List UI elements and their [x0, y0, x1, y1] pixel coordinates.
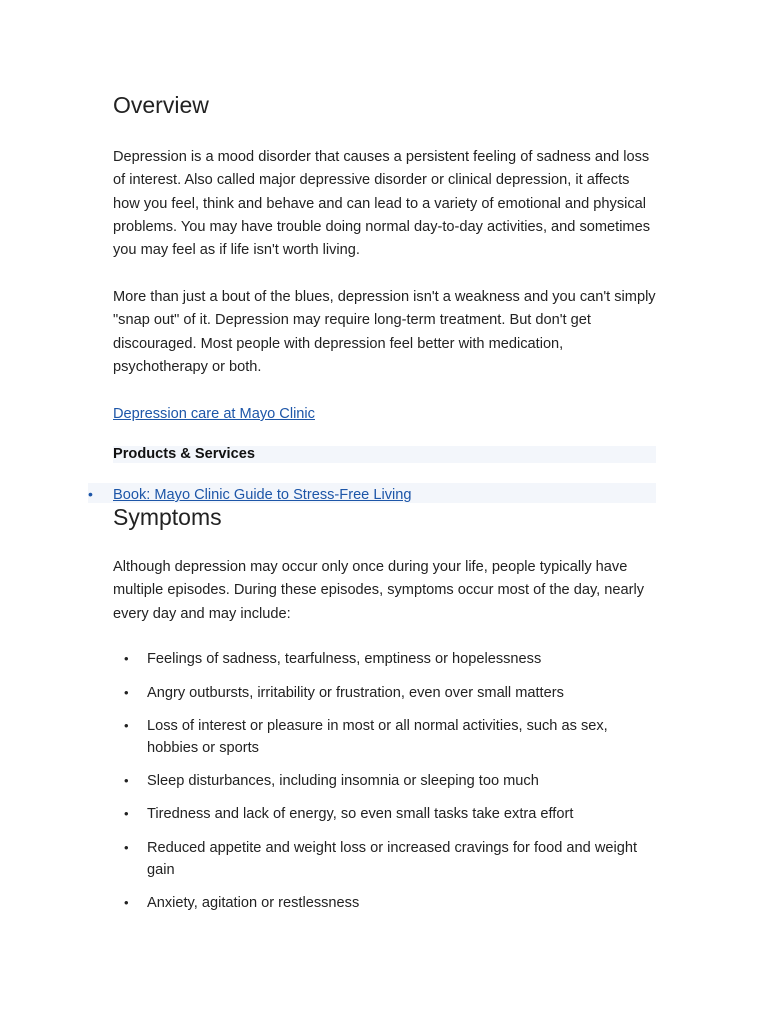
- overview-paragraph-2: More than just a bout of the blues, depression isn't a weakness and you can't simply "snap out" of it. Depression may require long-term treatment. But don't get discouraged. Most people with depression feel better with medication, psychotherapy or both.: [113, 289, 656, 375]
- list-item-text: Reduced appetite and weight loss or increased cravings for food and weight gain: [147, 840, 638, 878]
- bullet-icon: •: [124, 840, 129, 855]
- bullet-icon: •: [124, 895, 129, 910]
- bullet-icon: •: [124, 806, 129, 821]
- list-item-text: Feelings of sadness, tearfulness, emptiness or hopelessness: [147, 651, 542, 667]
- list-item-text: Anxiety, agitation or restlessness: [147, 895, 360, 911]
- overview-paragraph-1: Depression is a mood disorder that causes a persistent feeling of sadness and loss of interest. Also called major depressive disorder or clinical depression, it affects how you feel, think and behave and can lead to a variety of emotional and physical problems. You may have trouble doing normal day-to-day activities, and sometimes you may feel as if life isn't worth living.: [113, 149, 651, 259]
- list-item-text: Loss of interest or pleasure in most or all normal activities, such as sex, hobbies or sports: [147, 718, 608, 756]
- book-link[interactable]: Book: Mayo Clinic Guide to Stress-Free Living: [113, 487, 412, 503]
- list-item-text: Angry outbursts, irritability or frustration, even over small matters: [147, 685, 564, 701]
- bullet-icon: •: [124, 718, 129, 733]
- products-services-label: Products & Services: [113, 446, 255, 462]
- bullet-icon: •: [124, 773, 129, 788]
- list-item-text: Tiredness and lack of energy, so even small tasks take extra effort: [147, 806, 574, 822]
- list-item-text: Sleep disturbances, including insomnia or sleeping too much: [147, 773, 539, 789]
- symptoms-heading: Symptoms: [113, 504, 222, 530]
- book-bullet: •: [88, 486, 93, 502]
- symptoms-intro: Although depression may occur only once during your life, people typically have multiple episodes. During these episodes, symptoms occur most of the day, nearly every day and may include:: [113, 559, 645, 622]
- bullet-icon: •: [124, 685, 129, 700]
- overview-heading: Overview: [113, 92, 209, 118]
- depression-care-link[interactable]: Depression care at Mayo Clinic: [113, 406, 315, 422]
- bullet-icon: •: [124, 651, 129, 666]
